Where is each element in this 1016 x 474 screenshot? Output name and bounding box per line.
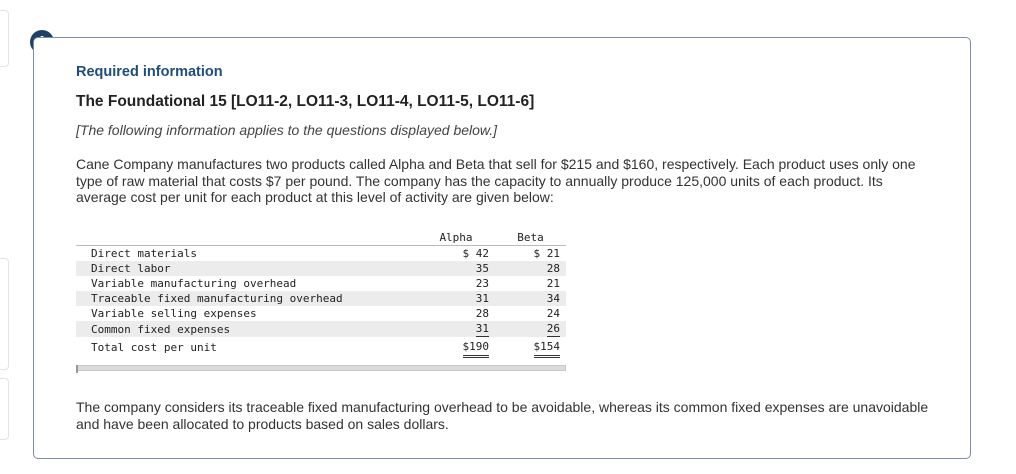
left-panel-fragment [0, 378, 9, 440]
row-label: Common fixed expenses [76, 321, 417, 337]
total-row [76, 337, 566, 358]
beta-value: 34 [495, 291, 566, 306]
table-row [76, 321, 566, 337]
table-row [76, 261, 566, 276]
scrollbar-left-edge [76, 365, 78, 373]
table-horizontal-scrollbar[interactable] [76, 365, 566, 371]
column-header-alpha: Alpha [417, 230, 495, 246]
column-header-beta: Beta [495, 230, 566, 246]
question-card [33, 37, 971, 459]
row-label: Direct materials [91, 247, 197, 260]
table-row [76, 276, 566, 291]
row-label: Variable selling expenses [91, 307, 257, 320]
alpha-value: 35 [417, 261, 495, 276]
required-information-heading: Required information [76, 64, 223, 80]
left-panel-fragment [0, 10, 9, 67]
question-title: The Foundational 15 [LO11-2, LO11-3, LO11-4, LO11-5, LO11-6] [76, 93, 535, 110]
row-label: Traceable fixed manufacturing overhead [76, 291, 417, 306]
left-panel-fragment [0, 258, 9, 370]
alpha-value: 23 [475, 277, 489, 290]
alpha-value: 28 [475, 307, 489, 320]
table-row [76, 306, 566, 321]
intro-paragraph: Cane Company manufactures two products called Alpha and Beta that sell for $215 and $160, respectively. Each product uses only one type of raw material that costs $7 per pound. The company has the capacity to annually produce 125,000 units of each product. Its average cost per unit for each product at this level of activity are given below: [76, 156, 916, 205]
beta-value: $ 21 [533, 247, 560, 260]
alpha-value: $ 42 [462, 247, 489, 260]
total-label: Total cost per unit [91, 341, 217, 354]
cost-table [76, 230, 566, 358]
instruction-note: [The following information applies to the questions displayed below.] [76, 122, 498, 138]
beta-value: 26 [546, 322, 560, 335]
table-row [76, 246, 566, 262]
row-label: Direct labor [76, 261, 417, 276]
beta-total: $154 [534, 340, 561, 358]
beta-value: 24 [546, 307, 560, 320]
table-header-row [76, 230, 566, 246]
row-label: Variable manufacturing overhead [91, 277, 297, 290]
alpha-value: 31 [475, 322, 489, 335]
alpha-value: 31 [417, 291, 495, 306]
footer-paragraph: The company considers its traceable fixed manufacturing overhead to be avoidable, whereas its common fixed expenses are unavoidable and have been allocated to products based on sales dollars. [76, 399, 929, 432]
beta-value: 21 [546, 277, 560, 290]
beta-value: 28 [495, 261, 566, 276]
table-row [76, 291, 566, 306]
alpha-total: $190 [463, 340, 490, 358]
